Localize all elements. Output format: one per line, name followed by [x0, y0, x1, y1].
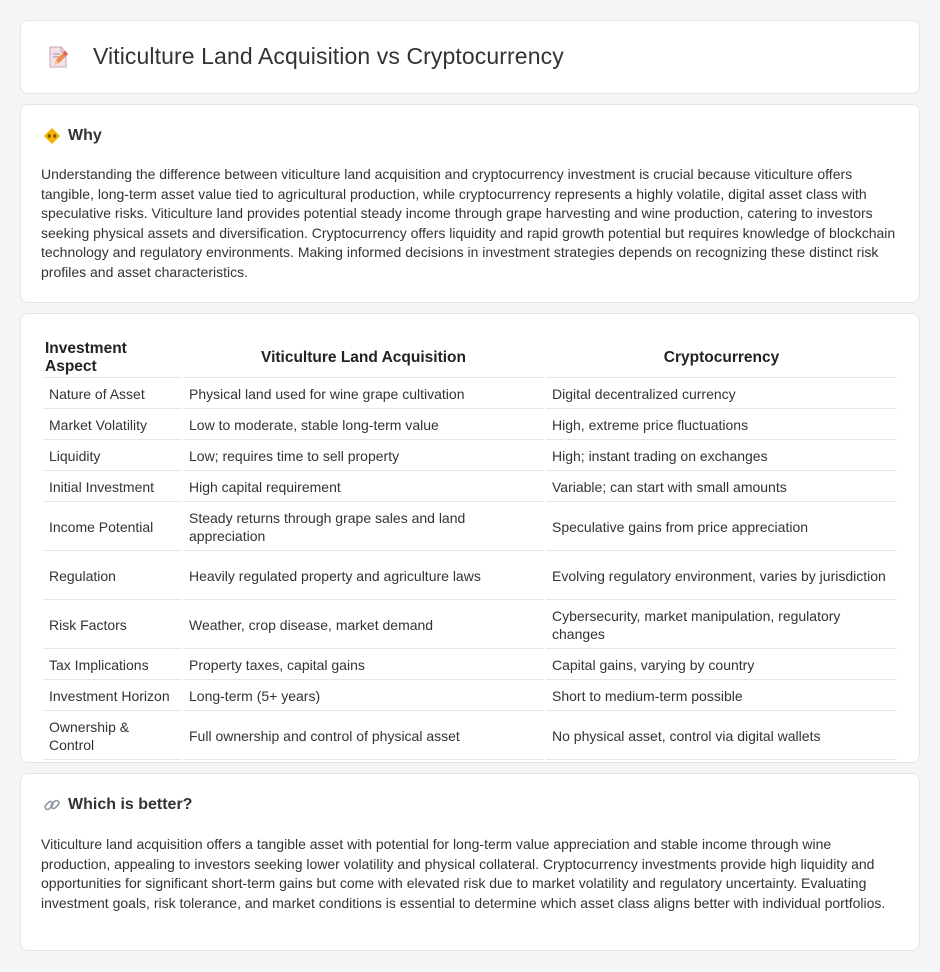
cell-aspect: Nature of Asset	[43, 380, 181, 409]
cell-viticulture: Physical land used for wine grape cultivation	[183, 380, 544, 409]
cell-viticulture: Low to moderate, stable long-term value	[183, 411, 544, 440]
cell-viticulture: Steady returns through grape sales and land appreciation	[183, 504, 544, 551]
cell-crypto: No physical asset, control via digital wallets	[546, 713, 897, 760]
why-text: Understanding the difference between viticulture land acquisition and cryptocurrency investment is crucial because viticulture offers tangible, long-term asset value tied to agricultural production, while cryptocurrency represents a highly volatile, digital asset class with speculative risks. Viticulture land provides potential steady income through grape harvesting and wine production, catering to investors seeking physical assets and diversification. Cryptocurrency offers liquidity and rapid growth potential but requires knowledge of blockchain technology and regulatory environments. Making informed decisions in investment strategies depends on recognizing these distinct risk profiles and asset characteristics.	[41, 166, 896, 280]
cell-viticulture: Low; requires time to sell property	[183, 442, 544, 471]
table-row	[43, 651, 897, 680]
cell-viticulture: Weather, crop disease, market demand	[183, 602, 544, 649]
table-row	[43, 553, 897, 600]
table-row	[43, 602, 897, 649]
cell-viticulture: High capital requirement	[183, 473, 544, 502]
cell-aspect: Initial Investment	[43, 473, 181, 502]
table-row	[43, 380, 897, 409]
cell-aspect: Liquidity	[43, 442, 181, 471]
cell-aspect: Ownership & Control	[43, 713, 181, 760]
cell-viticulture: Long-term (5+ years)	[183, 682, 544, 711]
cell-crypto: Digital decentralized currency	[546, 380, 897, 409]
why-heading: Why	[68, 127, 102, 144]
better-text: Viticulture land acquisition offers a tangible asset with potential for long-term value appreciation and stable income through wine production, appealing to investors seeking lower volatility and physical collateral. Cryptocurrency investments provide high liquidity and opportunities for significant short-term gains but come with elevated risk due to market volatility and regulatory uncertainty. Evaluating investment goals, risk tolerance, and market conditions is essential to determine which asset class aligns better with individual portfolios.	[41, 836, 886, 911]
table-row	[43, 504, 897, 551]
cell-aspect: Market Volatility	[43, 411, 181, 440]
cell-crypto: Evolving regulatory environment, varies by jurisdiction	[546, 553, 897, 600]
better-heading: Which is better?	[68, 796, 193, 813]
cell-aspect: Investment Horizon	[43, 682, 181, 711]
cell-aspect: Regulation	[43, 553, 181, 600]
cell-aspect: Income Potential	[43, 504, 181, 551]
cell-crypto: Speculative gains from price appreciation	[546, 504, 897, 551]
header-viticulture: Viticulture Land Acquisition	[183, 338, 544, 378]
table-row	[43, 411, 897, 440]
header-crypto: Cryptocurrency	[546, 338, 897, 378]
link-icon	[43, 796, 61, 814]
header-card	[20, 20, 920, 94]
cell-aspect: Tax Implications	[43, 651, 181, 680]
table-row	[43, 473, 897, 502]
cell-crypto: High; instant trading on exchanges	[546, 442, 897, 471]
table-header-row	[43, 338, 897, 378]
cell-viticulture: Property taxes, capital gains	[183, 651, 544, 680]
cell-aspect: Risk Factors	[43, 602, 181, 649]
comparison-table-card	[20, 313, 920, 763]
table-row	[43, 682, 897, 711]
cell-crypto: Short to medium-term possible	[546, 682, 897, 711]
table-row	[43, 442, 897, 471]
why-section	[20, 104, 920, 303]
cell-viticulture: Heavily regulated property and agriculture laws	[183, 553, 544, 600]
cell-viticulture: Full ownership and control of physical asset	[183, 713, 544, 760]
cell-crypto: Cybersecurity, market manipulation, regulatory changes	[546, 602, 897, 649]
which-is-better-section	[20, 773, 920, 951]
table-row	[43, 713, 897, 760]
document-pen-icon	[45, 44, 71, 70]
cell-crypto: Variable; can start with small amounts	[546, 473, 897, 502]
diamond-sign-icon	[43, 127, 61, 145]
page-title: Viticulture Land Acquisition vs Cryptocurrency	[93, 43, 564, 69]
cell-crypto: Capital gains, varying by country	[546, 651, 897, 680]
cell-crypto: High, extreme price fluctuations	[546, 411, 897, 440]
header-aspect: Investment Aspect	[43, 338, 181, 378]
comparison-table	[41, 336, 899, 762]
